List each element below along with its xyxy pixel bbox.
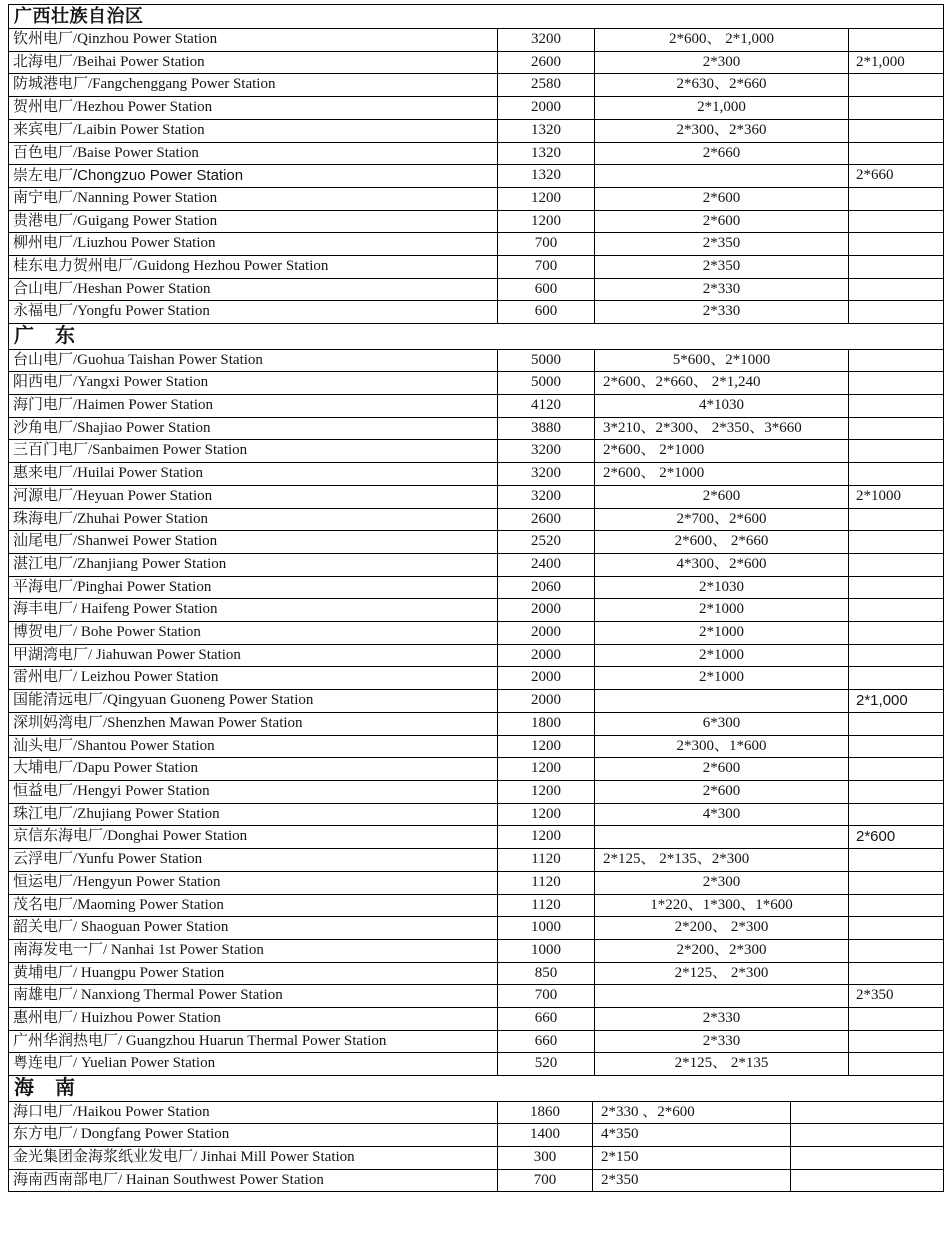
- table-row: [9, 485, 944, 508]
- unit-configuration-cell: 2*300: [595, 51, 849, 74]
- table-row: [9, 553, 944, 576]
- planned-units-cell: [849, 1053, 944, 1076]
- station-name-cell: 东方电厂/ Dongfang Power Station: [9, 1124, 498, 1147]
- unit-configuration-cell: 2*330: [595, 1008, 849, 1031]
- station-name-cell: 粤连电厂/ Yuelian Power Station: [9, 1053, 498, 1076]
- capacity-cell: 700: [498, 1169, 593, 1192]
- planned-units-cell: [849, 301, 944, 324]
- unit-configuration-cell: 2*300: [595, 871, 849, 894]
- planned-units-cell: [849, 758, 944, 781]
- station-name-cell: 海南西南部电厂/ Hainan Southwest Power Station: [9, 1169, 498, 1192]
- planned-units-cell: [849, 1008, 944, 1031]
- station-name-cell: 湛江电厂/Zhanjiang Power Station: [9, 553, 498, 576]
- station-name-cell: 南雄电厂/ Nanxiong Thermal Power Station: [9, 985, 498, 1008]
- station-name-cell: 钦州电厂/Qinzhou Power Station: [9, 29, 498, 52]
- capacity-cell: 700: [498, 256, 595, 279]
- planned-units-cell: [849, 97, 944, 120]
- station-name-cell: 海门电厂/Haimen Power Station: [9, 395, 498, 418]
- planned-units-cell: [849, 440, 944, 463]
- unit-configuration-cell: 2*330 、2*600: [593, 1101, 791, 1124]
- station-name-cell: 汕头电厂/Shantou Power Station: [9, 735, 498, 758]
- capacity-cell: 1120: [498, 871, 595, 894]
- planned-units-cell: [791, 1147, 944, 1170]
- station-name-cell: 甲湖湾电厂/ Jiahuwan Power Station: [9, 644, 498, 667]
- station-name-cell: 百色电厂/Baise Power Station: [9, 142, 498, 165]
- capacity-cell: 2400: [498, 553, 595, 576]
- station-name-cell: 惠州电厂/ Huizhou Power Station: [9, 1008, 498, 1031]
- station-name-cell: 韶关电厂/ Shaoguan Power Station: [9, 917, 498, 940]
- table-row: [9, 508, 944, 531]
- table-row: [9, 372, 944, 395]
- table-row: [9, 1030, 944, 1053]
- table-sections-container: [8, 4, 944, 1192]
- unit-configuration-cell: 2*200、 2*300: [595, 917, 849, 940]
- unit-configuration-cell: 2*200、2*300: [595, 939, 849, 962]
- station-name-cell: 台山电厂/Guohua Taishan Power Station: [9, 349, 498, 372]
- planned-units-cell: [849, 256, 944, 279]
- station-name-cell: 柳州电厂/Liuzhou Power Station: [9, 233, 498, 256]
- province-section-table: [8, 1075, 944, 1193]
- station-name-cell: 惠来电厂/Huilai Power Station: [9, 463, 498, 486]
- capacity-cell: 660: [498, 1030, 595, 1053]
- capacity-cell: 2000: [498, 644, 595, 667]
- capacity-cell: 1000: [498, 939, 595, 962]
- table-row: [9, 781, 944, 804]
- unit-configuration-cell: 5*600、2*1000: [595, 349, 849, 372]
- unit-configuration-cell: 1*220、1*300、1*600: [595, 894, 849, 917]
- station-name-cell: 云浮电厂/Yunfu Power Station: [9, 849, 498, 872]
- capacity-cell: 600: [498, 301, 595, 324]
- capacity-cell: 1200: [498, 826, 595, 849]
- capacity-cell: 1200: [498, 735, 595, 758]
- unit-configuration-cell: 2*1000: [595, 667, 849, 690]
- unit-configuration-cell: 2*150: [593, 1147, 791, 1170]
- table-row: [9, 599, 944, 622]
- planned-units-cell: [791, 1169, 944, 1192]
- capacity-cell: 2000: [498, 599, 595, 622]
- planned-units-cell: [849, 142, 944, 165]
- table-row: [9, 712, 944, 735]
- unit-configuration-cell: 6*300: [595, 712, 849, 735]
- capacity-cell: 3880: [498, 417, 595, 440]
- unit-configuration-cell: 2*330: [595, 278, 849, 301]
- unit-configuration-cell: 2*125、 2*300: [595, 962, 849, 985]
- capacity-cell: 1200: [498, 210, 595, 233]
- station-name-cell: 大埔电厂/Dapu Power Station: [9, 758, 498, 781]
- table-row: [9, 1101, 944, 1124]
- capacity-cell: 2580: [498, 74, 595, 97]
- planned-units-cell: [849, 395, 944, 418]
- capacity-cell: 1800: [498, 712, 595, 735]
- capacity-cell: 300: [498, 1147, 593, 1170]
- planned-units-cell: [849, 667, 944, 690]
- planned-units-cell: [849, 849, 944, 872]
- capacity-cell: 2000: [498, 667, 595, 690]
- capacity-cell: 1120: [498, 849, 595, 872]
- capacity-cell: 1200: [498, 781, 595, 804]
- capacity-cell: 2520: [498, 531, 595, 554]
- station-name-cell: 来宾电厂/Laibin Power Station: [9, 119, 498, 142]
- table-row: [9, 1053, 944, 1076]
- capacity-cell: 850: [498, 962, 595, 985]
- unit-configuration-cell: 2*600、 2*660: [595, 531, 849, 554]
- table-row: [9, 119, 944, 142]
- table-row: [9, 985, 944, 1008]
- capacity-cell: 1200: [498, 803, 595, 826]
- planned-units-cell: [849, 644, 944, 667]
- station-name-cell: 河源电厂/Heyuan Power Station: [9, 485, 498, 508]
- unit-configuration-cell: 2*1030: [595, 576, 849, 599]
- section-header-title: 广 东: [9, 323, 944, 349]
- planned-units-cell: [849, 599, 944, 622]
- station-name-cell: 恒益电厂/Hengyi Power Station: [9, 781, 498, 804]
- station-name-cell: 平海电厂/Pinghai Power Station: [9, 576, 498, 599]
- planned-units-cell: [849, 372, 944, 395]
- station-name-cell: 崇左电厂/Chongzuo Power Station: [9, 165, 498, 188]
- unit-configuration-cell: 2*350: [593, 1169, 791, 1192]
- unit-configuration-cell: 4*300、2*600: [595, 553, 849, 576]
- planned-units-cell: [849, 803, 944, 826]
- unit-configuration-cell: 2*330: [595, 1030, 849, 1053]
- capacity-cell: 700: [498, 233, 595, 256]
- capacity-cell: 2000: [498, 622, 595, 645]
- table-row: [9, 667, 944, 690]
- station-name-cell: 深圳妈湾电厂/Shenzhen Mawan Power Station: [9, 712, 498, 735]
- table-row: [9, 142, 944, 165]
- table-row: [9, 440, 944, 463]
- table-row: [9, 301, 944, 324]
- unit-configuration-cell: 4*1030: [595, 395, 849, 418]
- table-row: [9, 871, 944, 894]
- section-header-row: [9, 323, 944, 349]
- planned-units-cell: [849, 576, 944, 599]
- unit-configuration-cell: 2*600、 2*1,000: [595, 29, 849, 52]
- table-row: [9, 417, 944, 440]
- table-row: [9, 349, 944, 372]
- station-name-cell: 合山电厂/Heshan Power Station: [9, 278, 498, 301]
- capacity-cell: 5000: [498, 372, 595, 395]
- planned-units-cell: [849, 463, 944, 486]
- capacity-cell: 2600: [498, 51, 595, 74]
- planned-units-cell: [849, 278, 944, 301]
- capacity-cell: 4120: [498, 395, 595, 418]
- section-header-title: 海 南: [9, 1075, 944, 1101]
- planned-units-cell: [849, 622, 944, 645]
- capacity-cell: 3200: [498, 463, 595, 486]
- table-row: [9, 463, 944, 486]
- capacity-cell: 2060: [498, 576, 595, 599]
- planned-units-cell: [849, 553, 944, 576]
- section-header-row: [9, 1075, 944, 1101]
- station-name-cell: 国能清远电厂/Qingyuan Guoneng Power Station: [9, 690, 498, 713]
- unit-configuration-cell: 2*660: [595, 142, 849, 165]
- unit-configuration-cell: 2*300、1*600: [595, 735, 849, 758]
- planned-units-cell: [849, 29, 944, 52]
- planned-units-cell: [849, 187, 944, 210]
- capacity-cell: 2600: [498, 508, 595, 531]
- table-row: [9, 187, 944, 210]
- planned-units-cell: [849, 939, 944, 962]
- unit-configuration-cell: 2*600: [595, 485, 849, 508]
- table-row: [9, 758, 944, 781]
- planned-units-cell: [849, 917, 944, 940]
- table-row: [9, 849, 944, 872]
- station-name-cell: 南海发电一厂/ Nanhai 1st Power Station: [9, 939, 498, 962]
- table-row: [9, 939, 944, 962]
- planned-units-cell: 2*660: [849, 165, 944, 188]
- station-name-cell: 三百门电厂/Sanbaimen Power Station: [9, 440, 498, 463]
- planned-units-cell: 2*1,000: [849, 51, 944, 74]
- unit-configuration-cell: 2*350: [595, 256, 849, 279]
- unit-configuration-cell: 2*600: [595, 781, 849, 804]
- planned-units-cell: [849, 119, 944, 142]
- table-row: [9, 803, 944, 826]
- unit-configuration-cell: 2*1000: [595, 644, 849, 667]
- station-name-cell: 桂东电力贺州电厂/Guidong Hezhou Power Station: [9, 256, 498, 279]
- station-name-cell: 沙角电厂/Shajiao Power Station: [9, 417, 498, 440]
- table-row: [9, 278, 944, 301]
- table-row: [9, 690, 944, 713]
- capacity-cell: 1000: [498, 917, 595, 940]
- planned-units-cell: [849, 233, 944, 256]
- capacity-cell: 1200: [498, 187, 595, 210]
- table-row: [9, 29, 944, 52]
- unit-configuration-cell: 2*300、2*360: [595, 119, 849, 142]
- unit-configuration-cell: 2*600、 2*1000: [595, 463, 849, 486]
- table-row: [9, 962, 944, 985]
- unit-configuration-cell: 2*1000: [595, 622, 849, 645]
- capacity-cell: 3200: [498, 29, 595, 52]
- station-name-cell: 广州华润热电厂/ Guangzhou Huarun Thermal Power Station: [9, 1030, 498, 1053]
- capacity-cell: 3200: [498, 485, 595, 508]
- station-name-cell: 黄埔电厂/ Huangpu Power Station: [9, 962, 498, 985]
- section-header-row: [9, 5, 944, 29]
- capacity-cell: 3200: [498, 440, 595, 463]
- capacity-cell: 1120: [498, 894, 595, 917]
- section-header-title: 广西壮族自治区: [9, 5, 944, 29]
- table-row: [9, 1124, 944, 1147]
- table-row: [9, 531, 944, 554]
- capacity-cell: 1860: [498, 1101, 593, 1124]
- capacity-cell: 660: [498, 1008, 595, 1031]
- planned-units-cell: [849, 894, 944, 917]
- table-row: [9, 256, 944, 279]
- unit-configuration-cell: 2*600: [595, 187, 849, 210]
- station-name-cell: 南宁电厂/Nanning Power Station: [9, 187, 498, 210]
- planned-units-cell: [849, 1030, 944, 1053]
- station-name-cell: 贵港电厂/Guigang Power Station: [9, 210, 498, 233]
- unit-configuration-cell: 2*125、 2*135、2*300: [595, 849, 849, 872]
- capacity-cell: 1320: [498, 165, 595, 188]
- unit-configuration-cell: 4*350: [593, 1124, 791, 1147]
- capacity-cell: 1400: [498, 1124, 593, 1147]
- table-row: [9, 165, 944, 188]
- station-name-cell: 海口电厂/Haikou Power Station: [9, 1101, 498, 1124]
- planned-units-cell: [849, 417, 944, 440]
- station-name-cell: 北海电厂/Beihai Power Station: [9, 51, 498, 74]
- power-station-table-document: [8, 4, 944, 1192]
- table-row: [9, 1147, 944, 1170]
- unit-configuration-cell: 2*330: [595, 301, 849, 324]
- unit-configuration-cell: 2*600: [595, 758, 849, 781]
- unit-configuration-cell: 2*600: [595, 210, 849, 233]
- planned-units-cell: [849, 74, 944, 97]
- station-name-cell: 茂名电厂/Maoming Power Station: [9, 894, 498, 917]
- planned-units-cell: [849, 871, 944, 894]
- planned-units-cell: [849, 531, 944, 554]
- unit-configuration-cell: [595, 690, 849, 713]
- unit-configuration-cell: 2*630、2*660: [595, 74, 849, 97]
- planned-units-cell: [849, 962, 944, 985]
- planned-units-cell: [849, 349, 944, 372]
- table-row: [9, 644, 944, 667]
- station-name-cell: 珠海电厂/Zhuhai Power Station: [9, 508, 498, 531]
- planned-units-cell: [849, 508, 944, 531]
- capacity-cell: 520: [498, 1053, 595, 1076]
- station-name-cell: 雷州电厂/ Leizhou Power Station: [9, 667, 498, 690]
- table-row: [9, 233, 944, 256]
- table-row: [9, 622, 944, 645]
- table-row: [9, 395, 944, 418]
- planned-units-cell: [849, 712, 944, 735]
- unit-configuration-cell: 2*350: [595, 233, 849, 256]
- table-row: [9, 97, 944, 120]
- unit-configuration-cell: 2*600、2*660、 2*1,240: [595, 372, 849, 395]
- capacity-cell: 1320: [498, 142, 595, 165]
- capacity-cell: 1200: [498, 758, 595, 781]
- planned-units-cell: [849, 735, 944, 758]
- capacity-cell: 600: [498, 278, 595, 301]
- unit-configuration-cell: 2*600、 2*1000: [595, 440, 849, 463]
- unit-configuration-cell: [595, 165, 849, 188]
- capacity-cell: 700: [498, 985, 595, 1008]
- table-row: [9, 210, 944, 233]
- table-row: [9, 894, 944, 917]
- capacity-cell: 2000: [498, 690, 595, 713]
- station-name-cell: 金光集团金海浆纸业发电厂/ Jinhai Mill Power Station: [9, 1147, 498, 1170]
- planned-units-cell: [791, 1124, 944, 1147]
- unit-configuration-cell: [595, 826, 849, 849]
- table-row: [9, 576, 944, 599]
- station-name-cell: 贺州电厂/Hezhou Power Station: [9, 97, 498, 120]
- table-row: [9, 74, 944, 97]
- unit-configuration-cell: 4*300: [595, 803, 849, 826]
- table-row: [9, 826, 944, 849]
- capacity-cell: 1320: [498, 119, 595, 142]
- planned-units-cell: 2*1,000: [849, 690, 944, 713]
- capacity-cell: 2000: [498, 97, 595, 120]
- province-section-table: [8, 323, 944, 1077]
- table-row: [9, 1008, 944, 1031]
- table-row: [9, 917, 944, 940]
- station-name-cell: 珠江电厂/Zhujiang Power Station: [9, 803, 498, 826]
- planned-units-cell: 2*600: [849, 826, 944, 849]
- planned-units-cell: [791, 1101, 944, 1124]
- station-name-cell: 恒运电厂/Hengyun Power Station: [9, 871, 498, 894]
- station-name-cell: 博贺电厂/ Bohe Power Station: [9, 622, 498, 645]
- province-section-table: [8, 4, 944, 324]
- station-name-cell: 汕尾电厂/Shanwei Power Station: [9, 531, 498, 554]
- planned-units-cell: 2*1000: [849, 485, 944, 508]
- station-name-cell: 海丰电厂/ Haifeng Power Station: [9, 599, 498, 622]
- unit-configuration-cell: 2*125、 2*135: [595, 1053, 849, 1076]
- planned-units-cell: [849, 781, 944, 804]
- unit-configuration-cell: 2*1000: [595, 599, 849, 622]
- station-name-cell: 阳西电厂/Yangxi Power Station: [9, 372, 498, 395]
- table-row: [9, 51, 944, 74]
- table-row: [9, 1169, 944, 1192]
- station-name-cell: 京信东海电厂/Donghai Power Station: [9, 826, 498, 849]
- station-name-cell: 永福电厂/Yongfu Power Station: [9, 301, 498, 324]
- table-row: [9, 735, 944, 758]
- unit-configuration-cell: 2*1,000: [595, 97, 849, 120]
- station-name-cell: 防城港电厂/Fangchenggang Power Station: [9, 74, 498, 97]
- planned-units-cell: 2*350: [849, 985, 944, 1008]
- capacity-cell: 5000: [498, 349, 595, 372]
- unit-configuration-cell: 2*700、2*600: [595, 508, 849, 531]
- planned-units-cell: [849, 210, 944, 233]
- unit-configuration-cell: 3*210、2*300、 2*350、3*660: [595, 417, 849, 440]
- unit-configuration-cell: [595, 985, 849, 1008]
